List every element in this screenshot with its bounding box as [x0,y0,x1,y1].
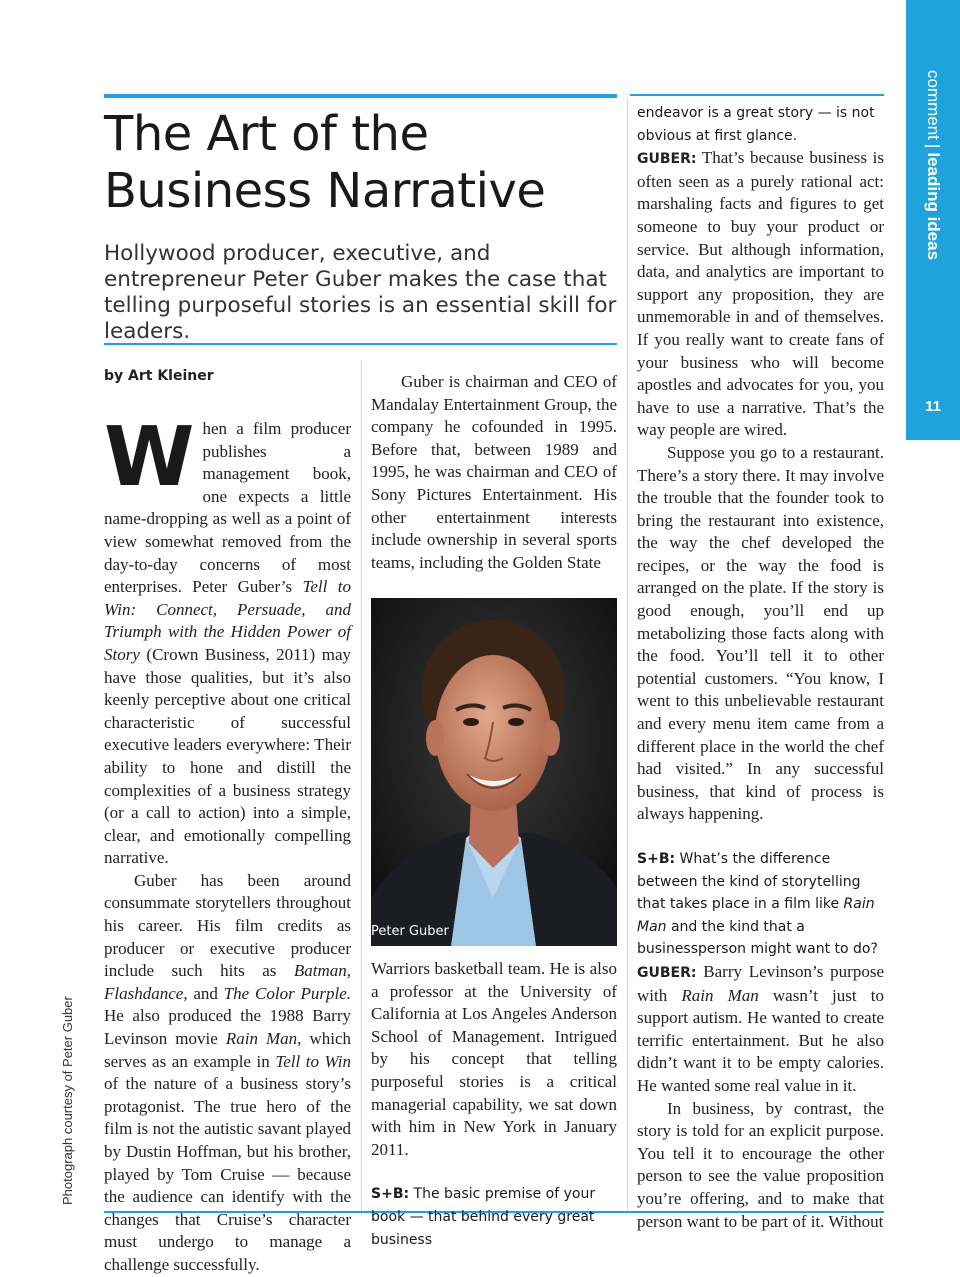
byline: by Art Kleiner [104,368,214,384]
paragraph-restaurant: Suppose you go to a restaurant. There’s a story there. It may involve the trouble that the founder took to bring the restaurant into existence, the way the chef developed the recipes, or the way the food is arranged on the plate. If the story is good enough, you’ll end up metabolizing those facts along with the food. You’ll tell it to other potential customers. “You know, I went to this unbelievable restaurant and every menu item came from a different place in the world the chef had visited.” In any successful business, that kind of process is always happening. [637,442,884,824]
column-divider-1 [361,360,362,1211]
page-number: 11 [925,398,941,415]
question-1 [371,1183,617,1251]
section-tab [906,0,960,440]
photo-caption: Peter Guber [371,924,449,939]
answer-text: That’s because business is often seen as a purely rational act: marshaling facts and figures to get someone to buy your product or service. But although information, data, and analytics are important to support any proposition, they are unmemorable in and of themselves. If you really want to create fans of your business who will become apostles and advocates for you, you have to use a narrative. That’s the way people are wired. [637,148,884,440]
book-title: Tell to Win [275,1051,351,1071]
film-title: Rain Man [681,985,759,1005]
photo-credit: Photograph courtesy of Peter Guber [60,996,75,1205]
column-1 [104,410,352,1277]
answer-2 [637,961,884,1098]
question-1-cont: endeavor is a great story — is not obvious at first glance. [637,105,875,144]
title-line-1: The Art of the [104,106,429,162]
question-text: The basic premise of your book — that behind every great business [371,1186,596,1248]
question-label: S+B: [637,851,676,867]
answer-label: GUBER: [637,964,697,981]
paragraph-bio-cont: Warriors basketball team. He is also a professor at the University of California at Los Angeles Anderson School of Management. Intrigued by his concept that telling purposeful stories is a critical managerial capability, we sat down with him in New York in January 2011. [371,959,617,1159]
answer-text: Barry Levinson’s purpose with [637,961,884,1005]
article-title [104,106,624,220]
portrait-photo [371,598,617,946]
column-3 [637,102,884,1233]
text-run: and [187,983,224,1003]
text-run: He also produced the 1988 Barry Levinson movie [104,1006,351,1049]
column-divider-2 [627,98,628,1211]
question-text: and the kind that a businessperson might want to do? [637,918,878,958]
question-2 [637,848,884,961]
column-2-bottom [371,958,617,1251]
film-title: Rain Man [637,896,875,935]
question-label: S+B: [371,1186,410,1203]
portrait-illustration [371,598,617,946]
section-category: leading ideas [924,152,943,261]
text-run: of the nature of a business story’s protagonist. The true hero of the film is not the autistic savant played by Dustin Hoffman, but his brother, played by Tom Cruise — because the audience can identify with the changes that Cruise’s character must undergo to manage a challenge successfully. [104,1074,351,1274]
film-title: The Color Purple. [223,983,352,1003]
text-run: (Crown Business, 2011) may have those qualities, but it’s also keenly perceptive about one critical characteristic of successful executive leaders everywhere: Their ability to hone and distill the complexities of a business strategy (or a call to action) into a simple, clear, and emotionally compelling narrative. [104,644,351,868]
paragraph-bio: Guber is chairman and CEO of Mandalay Entertainment Group, the company he cofounded in 1995. Before that, between 1989 and 1995, he was chairman and CEO of Sony Pictures Entertainment. His other entertainment interests include ownership in several sports teams, including the Golden State [371,372,617,572]
paragraph-business: In business, by contrast, the story is told for an explicit purpose. You tell it to encourage the other person to see the value proposition you’re offering, and to make that person want to be part of it. Without [637,1098,884,1231]
answer-label: GUBER: [637,151,697,168]
title-line-2: Business Narrative [104,163,546,219]
drop-cap: W [104,410,195,505]
film-title: Rain Man, [225,1029,302,1049]
question-text: What’s the difference between the kind of storytelling that takes place in a film like [637,851,861,913]
article-deck: Hollywood producer, executive, and entrepreneur Peter Guber makes the case that telling purposeful stories is an essential skill for leaders. [104,241,617,344]
text-run: hen a film producer publishes a management book, one expects a little name-dropping as well as a point of view somewhat removed from the day-to-day concerns of most enterprises. Peter Guber’s [104,419,351,597]
answer-text: wasn’t just to support autism. He wanted to create terrific entertainment. But he also didn’t want it to be empty calories. He wanted some real value in it. [637,985,884,1095]
column-2-top [371,371,617,574]
paragraph-1 [104,410,351,870]
section-name: comment [924,70,943,140]
section-label [923,70,943,260]
paragraph-2 [104,870,351,1277]
book-title: Tell to Win: Connect, Persuade, and Triumph with the Hidden Power of Story [104,577,351,664]
section-separator: | [924,143,943,149]
text-run: which serves as an example in [104,1029,351,1071]
film-title: Batman, Flashdance, [104,961,351,1003]
top-rule-right [630,94,884,96]
answer-1 [637,147,884,442]
top-rule-left [104,94,617,98]
text-run: Guber has been around consummate storytellers throughout his career. His film credits as producer or executive producer include such hits as [104,870,351,981]
